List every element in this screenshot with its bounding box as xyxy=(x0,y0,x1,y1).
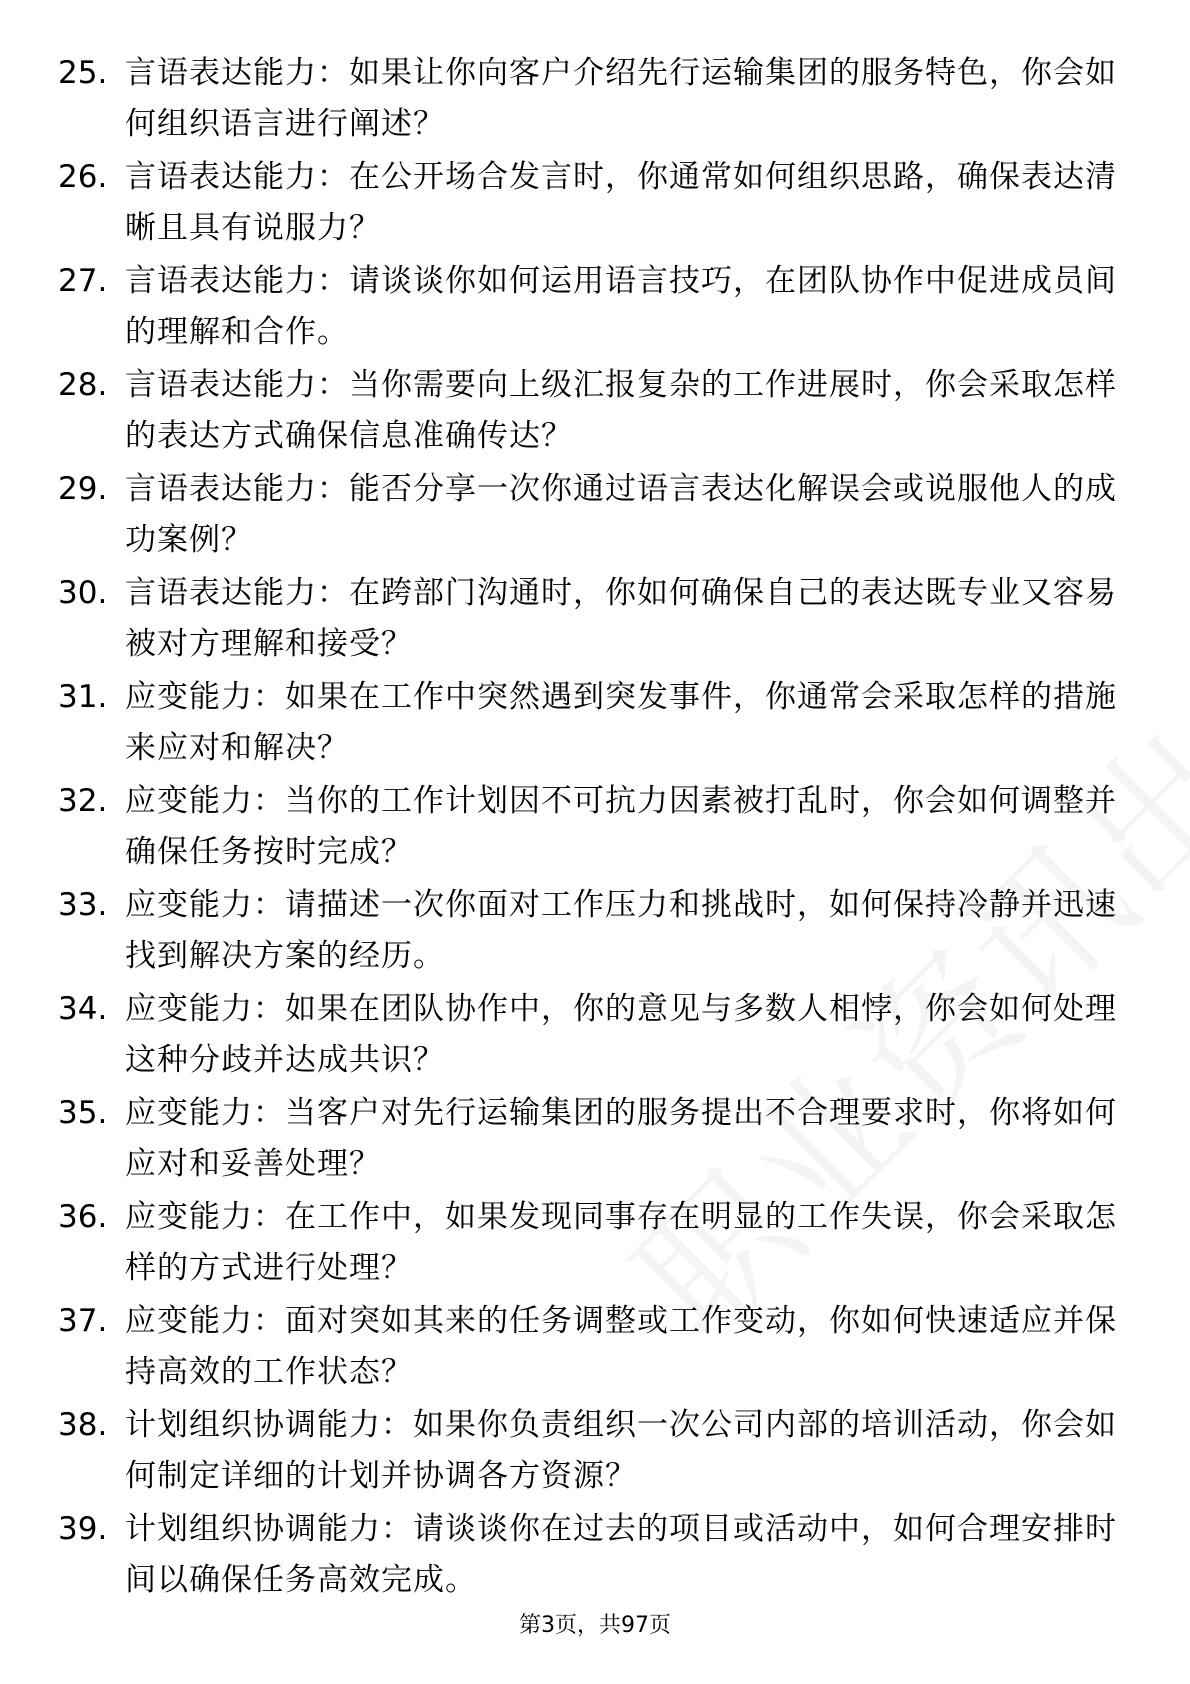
question-text: 言语表达能力：请谈谈你如何运用语言技巧，在团队协作中促进成员间的理解和合作。 xyxy=(125,263,1117,350)
question-text: 应变能力：当客户对先行运输集团的服务提出不合理要求时，你将如何应对和妥善处理？ xyxy=(125,1095,1117,1182)
list-item xyxy=(58,464,1118,568)
list-item xyxy=(58,776,1118,880)
question-number: 34. xyxy=(58,991,108,1027)
list-item xyxy=(58,1504,1118,1608)
question-text: 应变能力：如果在团队协作中，你的意见与多数人相悖，你会如何处理这种分歧并达成共识？ xyxy=(125,991,1117,1078)
question-text: 言语表达能力：在公开场合发言时，你通常如何组织思路，确保表达清晰且具有说服力？ xyxy=(125,159,1117,246)
list-item xyxy=(58,1400,1118,1504)
question-list xyxy=(58,48,1118,1608)
list-item xyxy=(58,1192,1118,1296)
list-item xyxy=(58,568,1118,672)
page-number-footer: 第3页，共97页 xyxy=(519,1613,671,1638)
question-text: 言语表达能力：当你需要向上级汇报复杂的工作进展时，你会采取怎样的表达方式确保信息准确传达？ xyxy=(125,367,1117,454)
question-number: 25. xyxy=(58,55,108,91)
list-item xyxy=(58,1088,1118,1192)
question-text: 言语表达能力：在跨部门沟通时，你如何确保自己的表达既专业又容易被对方理解和接受？ xyxy=(125,575,1117,662)
question-number: 35. xyxy=(58,1095,108,1131)
question-text: 应变能力：当你的工作计划因不可抗力因素被打乱时，你会如何调整并确保任务按时完成？ xyxy=(125,783,1117,870)
question-text: 应变能力：如果在工作中突然遇到突发事件，你通常会采取怎样的措施来应对和解决？ xyxy=(125,679,1117,766)
question-number: 39. xyxy=(58,1511,108,1547)
question-number: 26. xyxy=(58,159,108,195)
question-number: 32. xyxy=(58,783,108,819)
question-number: 36. xyxy=(58,1199,108,1235)
question-text: 计划组织协调能力：如果你负责组织一次公司内部的培训活动，你会如何制定详细的计划并协调各方资源？ xyxy=(125,1407,1117,1494)
list-item xyxy=(58,672,1118,776)
list-item xyxy=(58,880,1118,984)
question-number: 28. xyxy=(58,367,108,403)
question-text: 言语表达能力：如果让你向客户介绍先行运输集团的服务特色，你会如何组织语言进行阐述？ xyxy=(125,55,1117,142)
question-number: 31. xyxy=(58,679,108,715)
question-text: 应变能力：请描述一次你面对工作压力和挑战时，如何保持冷静并迅速找到解决方案的经历。 xyxy=(125,887,1117,974)
list-item xyxy=(58,256,1118,360)
list-item xyxy=(58,152,1118,256)
list-item xyxy=(58,360,1118,464)
question-number: 29. xyxy=(58,471,108,507)
list-item xyxy=(58,984,1118,1088)
question-number: 38. xyxy=(58,1407,108,1443)
question-number: 33. xyxy=(58,887,108,923)
list-item xyxy=(58,48,1118,152)
question-text: 应变能力：面对突如其来的任务调整或工作变动，你如何快速适应并保持高效的工作状态？ xyxy=(125,1303,1117,1390)
question-text: 应变能力：在工作中，如果发现同事存在明显的工作失误，你会采取怎样的方式进行处理？ xyxy=(125,1199,1117,1286)
question-number: 27. xyxy=(58,263,108,299)
question-text: 言语表达能力：能否分享一次你通过语言表达化解误会或说服他人的成功案例？ xyxy=(125,471,1117,558)
question-number: 30. xyxy=(58,575,108,611)
list-item xyxy=(58,1296,1118,1400)
question-text: 计划组织协调能力：请谈谈你在过去的项目或活动中，如何合理安排时间以确保任务高效完成。 xyxy=(125,1511,1117,1598)
question-number: 37. xyxy=(58,1303,108,1339)
